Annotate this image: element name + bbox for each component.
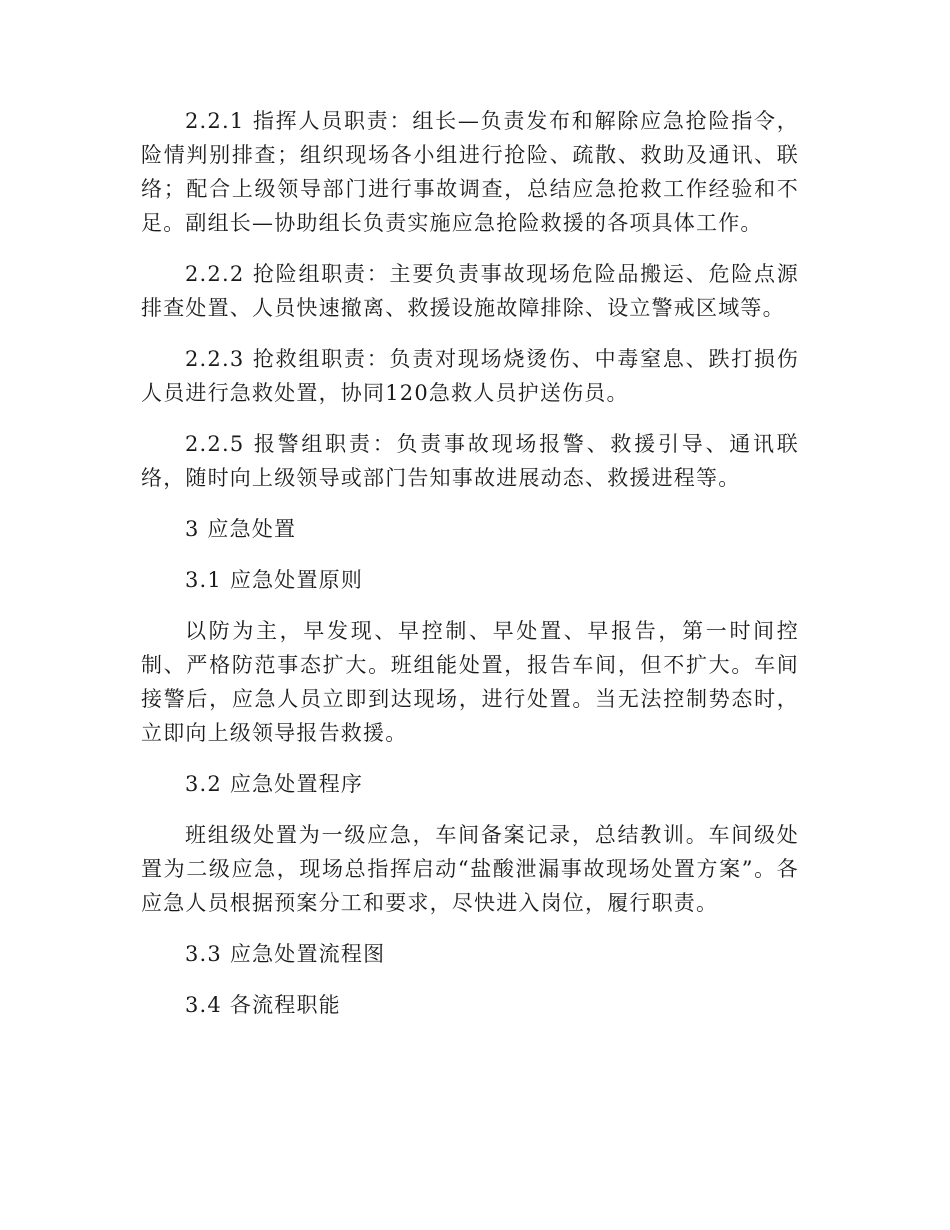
paragraph-2-2-5: 2.2.5 报警组职责：负责事故现场报警、救援引导、通讯联络，随时向上级领导或部门告知事故进展动态、救援进程等。 [141,432,799,490]
heading-3-4: 3.4 各流程职能 [185,993,341,1017]
heading-3: 3 应急处置 [185,517,297,541]
heading-3-2: 3.2 应急处置程序 [185,772,364,796]
paragraph-2-2-3: 2.2.3 抢救组职责：负责对现场烧烫伤、中毒窒息、跌打损伤人员进行急救处置，协同120急救人员护送伤员。 [141,347,799,405]
heading-3-3: 3.3 应急处置流程图 [185,942,386,966]
heading-3-1: 3.1 应急处置原则 [185,568,364,592]
paragraph-3-2-body: 班组级处置为一级应急，车间备案记录，总结教训。车间级处置为二级应急，现场总指挥启动“盐酸泄漏事故现场处置方案”。各应急人员根据预案分工和要求，尽快进入岗位，履行职责。 [141,823,799,915]
paragraph-3-1-body: 以防为主，早发现、早控制、早处置、早报告，第一时间控制、严格防范事态扩大。班组能处置，报告车间，但不扩大。车间接警后，应急人员立即到达现场，进行处置。当无法控制势态时，立即向上级领导报告救援。 [141,619,799,745]
paragraph-2-2-1: 2.2.1 指挥人员职责：组长—负责发布和解除应急抢险指令，险情判别排查；组织现场各小组进行抢险、疏散、救助及通讯、联络；配合上级领导部门进行事故调查，总结应急抢救工作经验和不足。副组长—协助组长负责实施应急抢险救援的各项具体工作。 [141,109,799,235]
paragraph-2-2-2: 2.2.2 抢险组职责：主要负责事故现场危险品搬运、危险点源排查处置、人员快速撤离、救援设施故障排除、设立警戒区域等。 [141,262,799,320]
document-page [141,104,799,1039]
